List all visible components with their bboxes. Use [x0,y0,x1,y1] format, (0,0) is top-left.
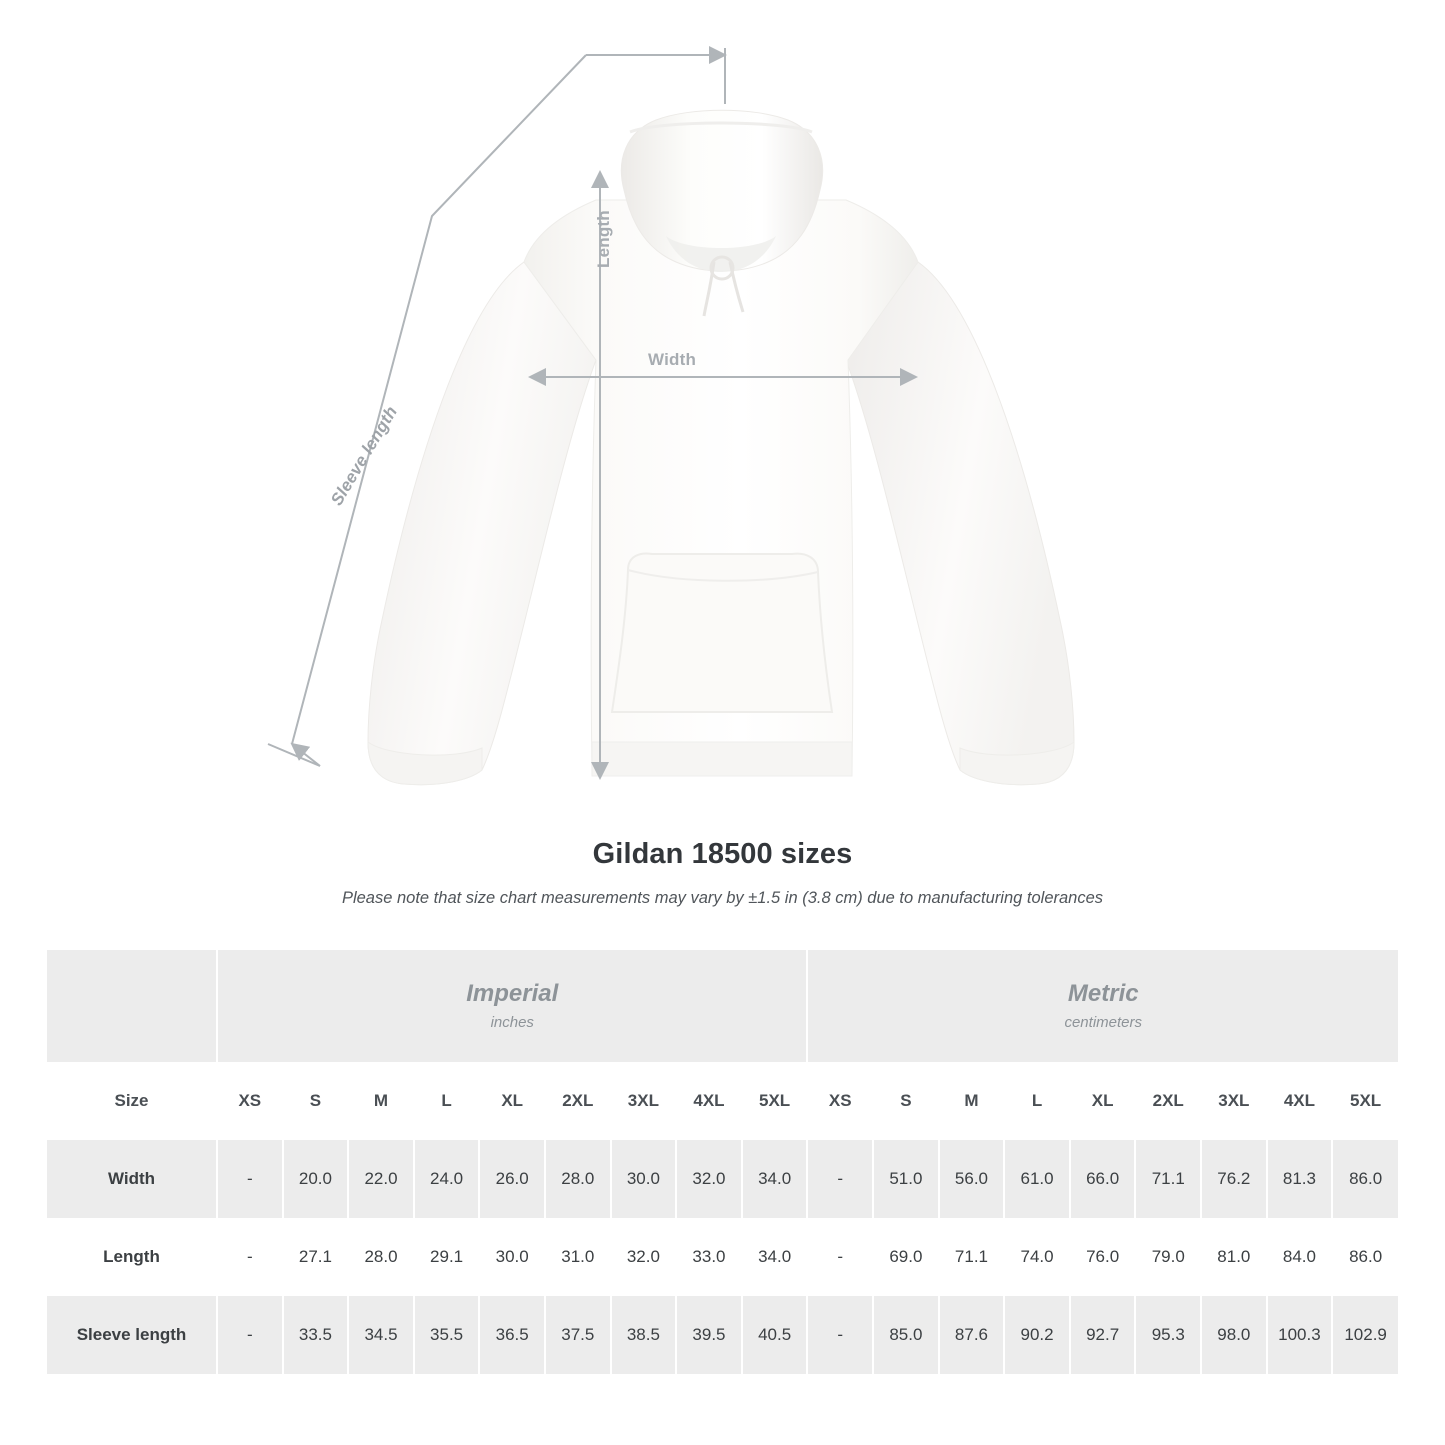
cell-length-imperial-4xl: 33.0 [676,1218,742,1296]
cell-sleeve-imperial-2xl: 37.5 [545,1296,611,1374]
cell-sleeve-imperial-xl: 36.5 [479,1296,545,1374]
cell-length-imperial-xs: - [217,1218,283,1296]
sleeve-length-dimension-label: Sleeve length [327,402,402,509]
cell-sleeve-imperial-m: 34.5 [348,1296,414,1374]
size-table [47,950,1398,1374]
cell-sleeve-imperial-3xl: 38.5 [611,1296,677,1374]
cell-length-metric-5xl: 86.0 [1332,1218,1398,1296]
cell-width-imperial-m: 22.0 [348,1140,414,1218]
cell-length-metric-4xl: 84.0 [1267,1218,1333,1296]
size-col-imperial-l: L [414,1062,480,1140]
cell-width-imperial-4xl: 32.0 [676,1140,742,1218]
cell-sleeve-metric-xs: - [807,1296,873,1374]
cell-length-imperial-s: 27.1 [283,1218,349,1296]
size-header-label: Size [47,1062,217,1140]
unit-metric [807,950,1398,1062]
size-col-metric-l: L [1004,1062,1070,1140]
cell-width-imperial-s: 20.0 [283,1140,349,1218]
unit-metric-name: Metric [1067,979,1139,1007]
cell-length-imperial-3xl: 32.0 [611,1218,677,1296]
cell-sleeve-metric-m: 87.6 [939,1296,1005,1374]
unit-imperial [217,950,807,1062]
cell-width-imperial-xs: - [217,1140,283,1218]
table-row [47,1140,1398,1218]
row-label-sleeve-length: Sleeve length [47,1296,217,1374]
cell-length-imperial-m: 28.0 [348,1218,414,1296]
cell-width-imperial-l: 24.0 [414,1140,480,1218]
cell-length-metric-3xl: 81.0 [1201,1218,1267,1296]
cell-length-imperial-5xl: 34.0 [742,1218,808,1296]
cell-sleeve-metric-l: 90.2 [1004,1296,1070,1374]
size-col-metric-5xl: 5XL [1332,1062,1398,1140]
cell-sleeve-metric-s: 85.0 [873,1296,939,1374]
size-col-metric-3xl: 3XL [1201,1062,1267,1140]
page-title: Gildan 18500 sizes [592,838,853,870]
cell-width-imperial-2xl: 28.0 [545,1140,611,1218]
cell-sleeve-imperial-s: 33.5 [283,1296,349,1374]
size-col-imperial-3xl: 3XL [611,1062,677,1140]
title-block [0,838,1445,908]
size-col-imperial-xs: XS [217,1062,283,1140]
cell-length-imperial-2xl: 31.0 [545,1218,611,1296]
unit-metric-sub: centimeters [1064,1014,1142,1032]
cell-width-metric-xs: - [807,1140,873,1218]
cell-width-metric-4xl: 81.3 [1267,1140,1333,1218]
table-row [47,1296,1398,1374]
cell-length-metric-m: 71.1 [939,1218,1005,1296]
size-col-metric-xl: XL [1070,1062,1136,1140]
cell-length-metric-2xl: 79.0 [1135,1218,1201,1296]
cell-sleeve-metric-2xl: 95.3 [1135,1296,1201,1374]
cell-sleeve-metric-3xl: 98.0 [1201,1296,1267,1374]
cell-sleeve-metric-xl: 92.7 [1070,1296,1136,1374]
cell-length-metric-xl: 76.0 [1070,1218,1136,1296]
size-col-metric-xs: XS [807,1062,873,1140]
unit-imperial-sub: inches [490,1014,534,1032]
size-col-metric-2xl: 2XL [1135,1062,1201,1140]
size-col-metric-m: M [939,1062,1005,1140]
units-spacer [47,950,217,1062]
size-col-imperial-4xl: 4XL [676,1062,742,1140]
size-header-row [47,1062,1398,1140]
cell-width-metric-m: 56.0 [939,1140,1005,1218]
size-col-metric-s: S [873,1062,939,1140]
cell-sleeve-imperial-4xl: 39.5 [676,1296,742,1374]
cell-width-metric-xl: 66.0 [1070,1140,1136,1218]
size-col-imperial-xl: XL [479,1062,545,1140]
cell-width-metric-l: 61.0 [1004,1140,1070,1218]
cell-length-metric-l: 74.0 [1004,1218,1070,1296]
cell-length-imperial-xl: 30.0 [479,1218,545,1296]
cell-sleeve-metric-5xl: 102.9 [1332,1296,1398,1374]
size-col-imperial-m: M [348,1062,414,1140]
size-col-imperial-s: S [283,1062,349,1140]
cell-width-imperial-xl: 26.0 [479,1140,545,1218]
size-table-wrapper [47,950,1398,1374]
cell-sleeve-metric-4xl: 100.3 [1267,1296,1333,1374]
width-dimension-label: Width [648,350,697,369]
row-label-width: Width [47,1140,217,1218]
cell-length-metric-xs: - [807,1218,873,1296]
unit-imperial-name: Imperial [466,979,559,1007]
cell-width-imperial-3xl: 30.0 [611,1140,677,1218]
size-col-imperial-2xl: 2XL [545,1062,611,1140]
size-col-imperial-5xl: 5XL [742,1062,808,1140]
cell-sleeve-imperial-xs: - [217,1296,283,1374]
row-label-length: Length [47,1218,217,1296]
cell-length-imperial-l: 29.1 [414,1218,480,1296]
table-row [47,1218,1398,1296]
units-header-row [47,950,1398,1062]
cell-width-metric-2xl: 71.1 [1135,1140,1201,1218]
length-dimension-label: Length [594,210,613,268]
cell-width-metric-5xl: 86.0 [1332,1140,1398,1218]
cell-width-metric-s: 51.0 [873,1140,939,1218]
cell-sleeve-imperial-l: 35.5 [414,1296,480,1374]
cell-length-metric-s: 69.0 [873,1218,939,1296]
tolerance-note: Please note that size chart measurements may vary by ±1.5 in (3.8 cm) due to manufacturing tolerances [341,889,1104,907]
cell-width-imperial-5xl: 34.0 [742,1140,808,1218]
cell-width-metric-3xl: 76.2 [1201,1140,1267,1218]
size-col-metric-4xl: 4XL [1267,1062,1333,1140]
cell-sleeve-imperial-5xl: 40.5 [742,1296,808,1374]
